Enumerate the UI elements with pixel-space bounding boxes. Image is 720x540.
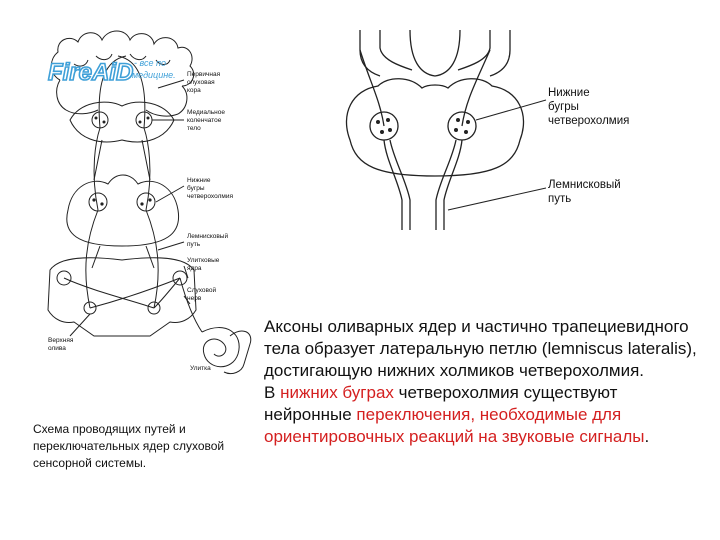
logo-tagline-1: - все по — [134, 58, 166, 68]
leader-lemniscal-path — [448, 188, 546, 210]
leader-ic — [156, 186, 184, 202]
label-right-lemniscal-path: Лемнисковый путь — [548, 179, 621, 205]
thalamus-outline — [70, 102, 174, 142]
tract-upper-left-outer — [360, 30, 380, 76]
medulla-outline — [48, 258, 196, 336]
label-cochlear-nuclei: Улитковые ядра — [187, 257, 220, 272]
colliculi-body-outline — [346, 79, 523, 176]
body-text-part6: . — [644, 427, 650, 446]
tract-upper-center — [410, 30, 460, 76]
label-right-inferior-colliculi: Нижние бугры четверохолмия — [548, 87, 630, 127]
lemniscal-fiber-right-1 — [444, 140, 462, 230]
body-text — [264, 316, 704, 448]
tract-upper-right-inner — [458, 30, 490, 70]
inferior-colliculi-diagram — [320, 30, 630, 230]
figure-caption: Схема проводящих путей и переключательных ядер слуховой сенсорной системы. — [33, 422, 225, 470]
tract-upper-right-outer — [490, 30, 510, 76]
brainstem-walls-middle — [92, 246, 154, 268]
body-text-part2: В — [264, 383, 281, 402]
tract-upper-left-inner — [380, 30, 412, 70]
body-text-part4: четверохолмия существуют нейронные — [264, 383, 618, 424]
label-auditory-nerve: Слуховой нерв — [187, 287, 217, 302]
label-cochlea: Улитка — [190, 365, 211, 372]
lemniscal-path-right-lower — [146, 210, 158, 308]
brainstem-walls-upper — [94, 140, 150, 180]
inferior-colliculi-outline — [67, 175, 179, 246]
lemniscal-path-left-lower — [86, 210, 98, 308]
lemniscal-fiber-left-1 — [384, 140, 402, 230]
leader-inferior-colliculi — [476, 100, 546, 120]
lemniscal-fiber-left-2 — [390, 140, 410, 230]
body-text-highlight-colliculi: нижних буграх — [280, 383, 394, 402]
logo-tagline-2: медицине. — [132, 70, 176, 80]
leader-olive — [70, 314, 90, 336]
logo-brand: FireAiD — [48, 59, 134, 86]
label-lemniscal-path: Лемнисковый путь — [187, 233, 229, 248]
label-medial-geniculate-body: Медиальное коленчатое тело — [187, 109, 225, 132]
label-superior-olive: Верхняя олива — [48, 337, 74, 352]
leader-lemniscus — [158, 242, 184, 250]
logo — [48, 52, 188, 92]
label-inferior-colliculi: Нижние бугры четверохолмия — [187, 177, 233, 200]
ascending-fiber-right — [462, 50, 490, 126]
label-primary-auditory-cortex: Первичная слуховая кора — [187, 71, 221, 94]
ascending-fiber-left — [360, 50, 384, 126]
body-text-highlight-switching: переключения, необходимые для ориентировочных реакций на звуковые сигналы — [264, 405, 645, 446]
lemniscal-fiber-right-2 — [436, 140, 456, 230]
crossing-fiber-1 — [90, 278, 180, 308]
body-text-part1: Аксоны оливарных ядер и частично трапециевидного тела образует латеральную петлю (lemniscus lateralis), достигающую нижних холмиков четверохолмия. — [264, 317, 697, 380]
